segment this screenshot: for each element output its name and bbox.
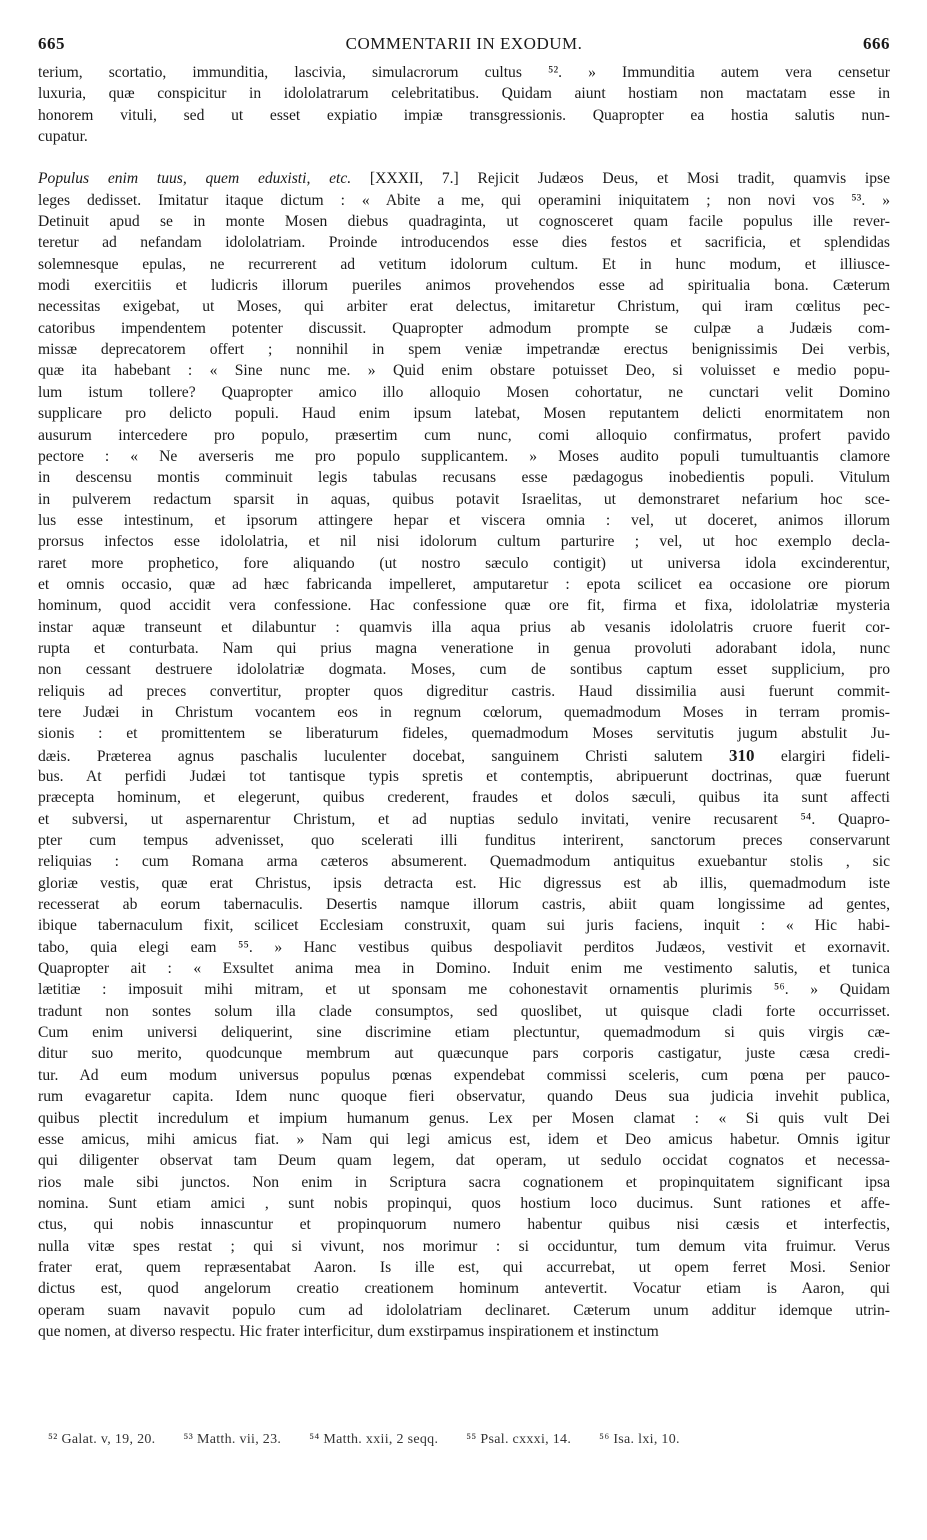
- text-line: rios male sibi junctos. Non enim in Scriptura sacra cognationem et propinquitatem significant ipsa: [38, 1173, 890, 1191]
- text-line: que nomen, at diverso respectu. Hic frater interficitur, dum exstirpamus inspirationem et instinctum: [38, 1322, 659, 1340]
- text-line: tradunt non sontes solum illa clade consumptos, sed quoslibet, ut quisque cladi forte occurrisset.: [38, 1002, 890, 1020]
- text-line: rupta et conturbata. Nam qui prius magna veneratione in genua provoluti adorabant idola, nunc: [38, 639, 890, 657]
- text-line: Populus enim tuus, quem eduxisti, etc. [XXXII, 7.] Rejicit Judæos Deus, et Mosi tradit, quamvis ipse: [38, 170, 890, 188]
- text-line: recesserat ab eorum tabernaculis. Desertis namque illorum castris, abiit quam longissime ad gentes,: [38, 896, 890, 914]
- text-line: Cum enim universi deliquerint, sine discrimine etiam plectuntur, quemadmodum si quis virgis cæ-: [38, 1024, 890, 1042]
- text-line: tabo, quia elegi eam ⁵⁵. » Hanc vestibus quibus despoliavit perditos Judæos, vestivit et exornavit.: [38, 938, 890, 956]
- running-title: COMMENTARII IN EXODUM.: [345, 34, 583, 53]
- text-line: quæ ita habebant : « Sine nunc me. » Quid enim obstare potuisset Deo, si voluisset e medio popu-: [38, 362, 890, 380]
- text-line: et omnis occasio, quæ ad hæc fabricanda impelleret, amputaretur : epota scilicet ea occasione ore piorum: [38, 575, 890, 593]
- text-line: solemnesque epulas, ne recurrerent ad vetitum idolorum cultum. Et in hunc modum, et illiusce-: [38, 255, 890, 273]
- margin-page-number: 310: [728, 745, 755, 765]
- text-line: Detinuit apud se in monte Mosen diebus quadraginta, ut cognosceret quam facile populus ille rever-: [38, 213, 890, 231]
- text-line: frater erat, quem repræsentabat Aaron. Is ille est, qui accurrebat, ut opem ferret Mosi. Senior: [38, 1258, 890, 1276]
- footnotes: [48, 1432, 708, 1448]
- text-line: honorem vituli, sed ut esset expiatio impiæ transgressionis. Quapropter ea hostia salutis nun-: [38, 106, 890, 124]
- footnote: ⁵² Galat. v, 19, 20.: [48, 1432, 156, 1447]
- text-line: luxuria, quæ conspicitur in idololatrarum celebritatibus. Quidam aiunt hostiam non mactatam esse in: [38, 85, 890, 103]
- text-line: lætitiæ : imposuit mihi mitram, et ut sponsam me cohonestavit ornamentis plurimis ⁵⁶. » Quidam: [38, 981, 890, 999]
- text-line: præcepta hominum, et elegerunt, quibus crederent, fraudes et dolos sæculi, quibus ita sunt affecti: [38, 789, 890, 807]
- text-line: modi exercitiis et ludicris illorum pueriles animos provehendos esse ad spiritualia bona. Cæterum: [38, 277, 890, 295]
- text-line: bus. At perfidi Judæi tot tantisque typis spretis et contemptis, abripuerunt doctrinas, quæ fuerunt: [38, 768, 890, 785]
- text-line: ditur suo merito, quodcunque membrum aut quæcunque pars corporis castigatur, juste cæsa credi-: [38, 1045, 890, 1063]
- text-line: hominum, quod accidit vera confessione. Hac confessione quæ ore fit, firma et fixa, idololatriæ mysteria: [38, 597, 890, 615]
- footnote: ⁵³ Matth. vii, 23.: [183, 1432, 282, 1447]
- text-line: prorsus infectos esse idololatria, et nil nisi idolorum cultum parturire ; vel, ut hoc exemplo decla-: [38, 533, 890, 551]
- text-line: operam suam navavit populo cum ad idololatriam declinaret. Cæterum unum additur idemque utrin-: [38, 1301, 890, 1319]
- lemma-quotation: Populus enim tuus, quem eduxisti, etc.: [38, 170, 352, 188]
- text-line: terium, scortatio, immunditia, lascivia, simulacrorum cultus ⁵². » Immunditia autem vera censetur: [38, 64, 890, 81]
- text-line: reliquis ad preces convertitur, propter quos digreditur castris. Haud dissimilia ausi fuerunt commit-: [38, 682, 890, 700]
- text-line: nomina. Sunt etiam amici , sunt nobis propinqui, quos hostium loco ducimus. Sunt rationes et affe-: [38, 1194, 890, 1212]
- text-line: rum evagaretur capita. Idem nunc quoque fieri observatur, quando Deus sua judicia invehit publica,: [38, 1088, 890, 1106]
- text-line: qui diligenter observat tam Deum quam legem, dat operam, ut sedulo occidat cognatos et necessa-: [38, 1152, 890, 1170]
- text-line: instar aquæ transeunt et dilabuntur : quamvis illa aqua prius ab vesanis idololatris cruore fuerit cor-: [38, 618, 890, 636]
- text-line: cupatur.: [38, 128, 88, 146]
- text-line: dictus est, quod angelorum creatio creationem hominum antevertit. Vocatur etiam is Aaron, qui: [38, 1280, 890, 1298]
- commentary-body: [38, 62, 890, 1342]
- page-header: [38, 34, 890, 58]
- text-line: lum istum tollere? Quapropter amico illo alloquio Mosen cohortatur, ne cunctari velit Domino: [38, 383, 890, 401]
- text-line: sionis : et promittentem se liberaturum fideles, quemadmodum Moses servitutis jugum abstulit Ju-: [38, 725, 890, 743]
- text-line: ibique tabernaculum fixit, scilicet Ecclesiam construxit, quam sui juris faciens, inquit : « Hic habi-: [38, 917, 890, 935]
- left-column-number: 665: [38, 34, 65, 53]
- footnote: ⁵⁴ Matth. xxii, 2 seqq.: [309, 1432, 439, 1447]
- text-line: quibus plectit incredulum et impium humanum genus. Lex per Mosen clamat : « Si quis vult Dei: [38, 1109, 890, 1127]
- text-line: in pulverem redactum sparsit in aquas, quibus potavit Israelitas, ut demonstraret nefarium hoc sce-: [38, 490, 890, 508]
- text-line: raret more prophetico, fore aliquando (ut nostro sæculo contigit) ut universa idola excinderentur,: [38, 554, 890, 572]
- text-line: reliquias : cum Romana arma cæteros absumerent. Quemadmodum antiquitus exuebantur stolis , sic: [38, 853, 890, 871]
- footnote: ⁵⁵ Psal. cxxxi, 14.: [466, 1432, 572, 1447]
- footnote: ⁵⁶ Isa. lxi, 10.: [599, 1432, 680, 1447]
- right-column-number: 666: [863, 34, 890, 53]
- text-line: ausurum intercedere pro populo, præsertim cum nunc, comi alloquio confirmatus, profert pavido: [38, 426, 890, 444]
- paragraph: [38, 62, 890, 147]
- text-line: nulla vitæ spes restat ; qui si vivunt, nos morimur : si occiduntur, tum demum vita fruimur. Verus: [38, 1237, 890, 1255]
- text-line: leges dedisset. Imitatur itaque dictum : « Abite a me, qui operamini iniquitatem ; non novi vos ⁵³. »: [38, 191, 890, 209]
- text-line: tur. Ad eum modum universus populus pœnas expendebat commissi sceleris, cum pœna per pauco-: [38, 1066, 890, 1084]
- text-line: dæis. Præterea agnus paschalis luculenter docebat, sanguinem Christi salutem 310 elargiri fideli-: [38, 745, 890, 765]
- text-line: missæ deprecatorem offert ; nonnihil in spem veniæ impetrandæ erectus benignissimis Dei verbis,: [38, 341, 890, 359]
- text-line: pectore : « Ne averseris me pro populo supplicantem. » Moses audito populi tumultuantis clamore: [38, 447, 890, 465]
- text-line: esse amicus, mihi amicus fiat. » Nam qui legi amicus est, idem et Deo amicus habetur. Omnis igitur: [38, 1130, 890, 1148]
- text-line: lus esse intestinum, et ipsorum attingere hepar et viscera omnia : vel, ut doceret, animos illorum: [38, 511, 890, 529]
- text-line: supplicare pro delicto populi. Haud enim ipsum latebat, Mosen reputantem delicti enormitatem non: [38, 405, 890, 423]
- text-line: teretur ad nefandam idololatriam. Proinde introducendos esse dies festos et sacrificia, et splendidas: [38, 234, 890, 252]
- text-line: Quapropter ait : « Exsultet anima mea in Domino. Induit enim me vestimento salutis, et tunica: [38, 960, 890, 978]
- paragraph-gap: [38, 147, 890, 168]
- text-line: non cessant destruere idololatriæ dogmata. Moses, cum de sontibus captum esset supplicium, pro: [38, 661, 890, 679]
- text-line: pter cum tempus advenisset, quo scelerati illi funditus interirent, sanctorum preces conservarunt: [38, 832, 890, 850]
- text-line: gloriæ vestis, quæ erat Christus, ipsis detracta est. Hic digressus est ab illis, quemadmodum iste: [38, 874, 890, 892]
- text-line: in descensu montis comminuit legis tabulas recusans esse pædagogus inobedientis populi. Vitulum: [38, 469, 890, 487]
- text-line: necessitas exigebat, ut Moses, qui arbiter erat delectus, imitaretur Christum, qui iram cœlitus pec-: [38, 298, 890, 316]
- text-line: tere Judæi in Christum vocantem eos in regnum cœlorum, quemadmodum Moses in terram promis-: [38, 703, 890, 721]
- text-line: et subversi, ut aspernarentur Christum, et ad nuptias sedulo invitati, venire recusarent ⁵⁴. Quapro-: [38, 810, 890, 828]
- text-line: catoribus impendentem potenter discussit. Quapropter admodum prompte se culpæ a Judæis com-: [38, 319, 890, 337]
- paragraph: [38, 168, 890, 1342]
- text-line: ctus, qui nobis innascuntur et propinquorum numero habentur quibus nisi cæsis et interfectis,: [38, 1216, 890, 1234]
